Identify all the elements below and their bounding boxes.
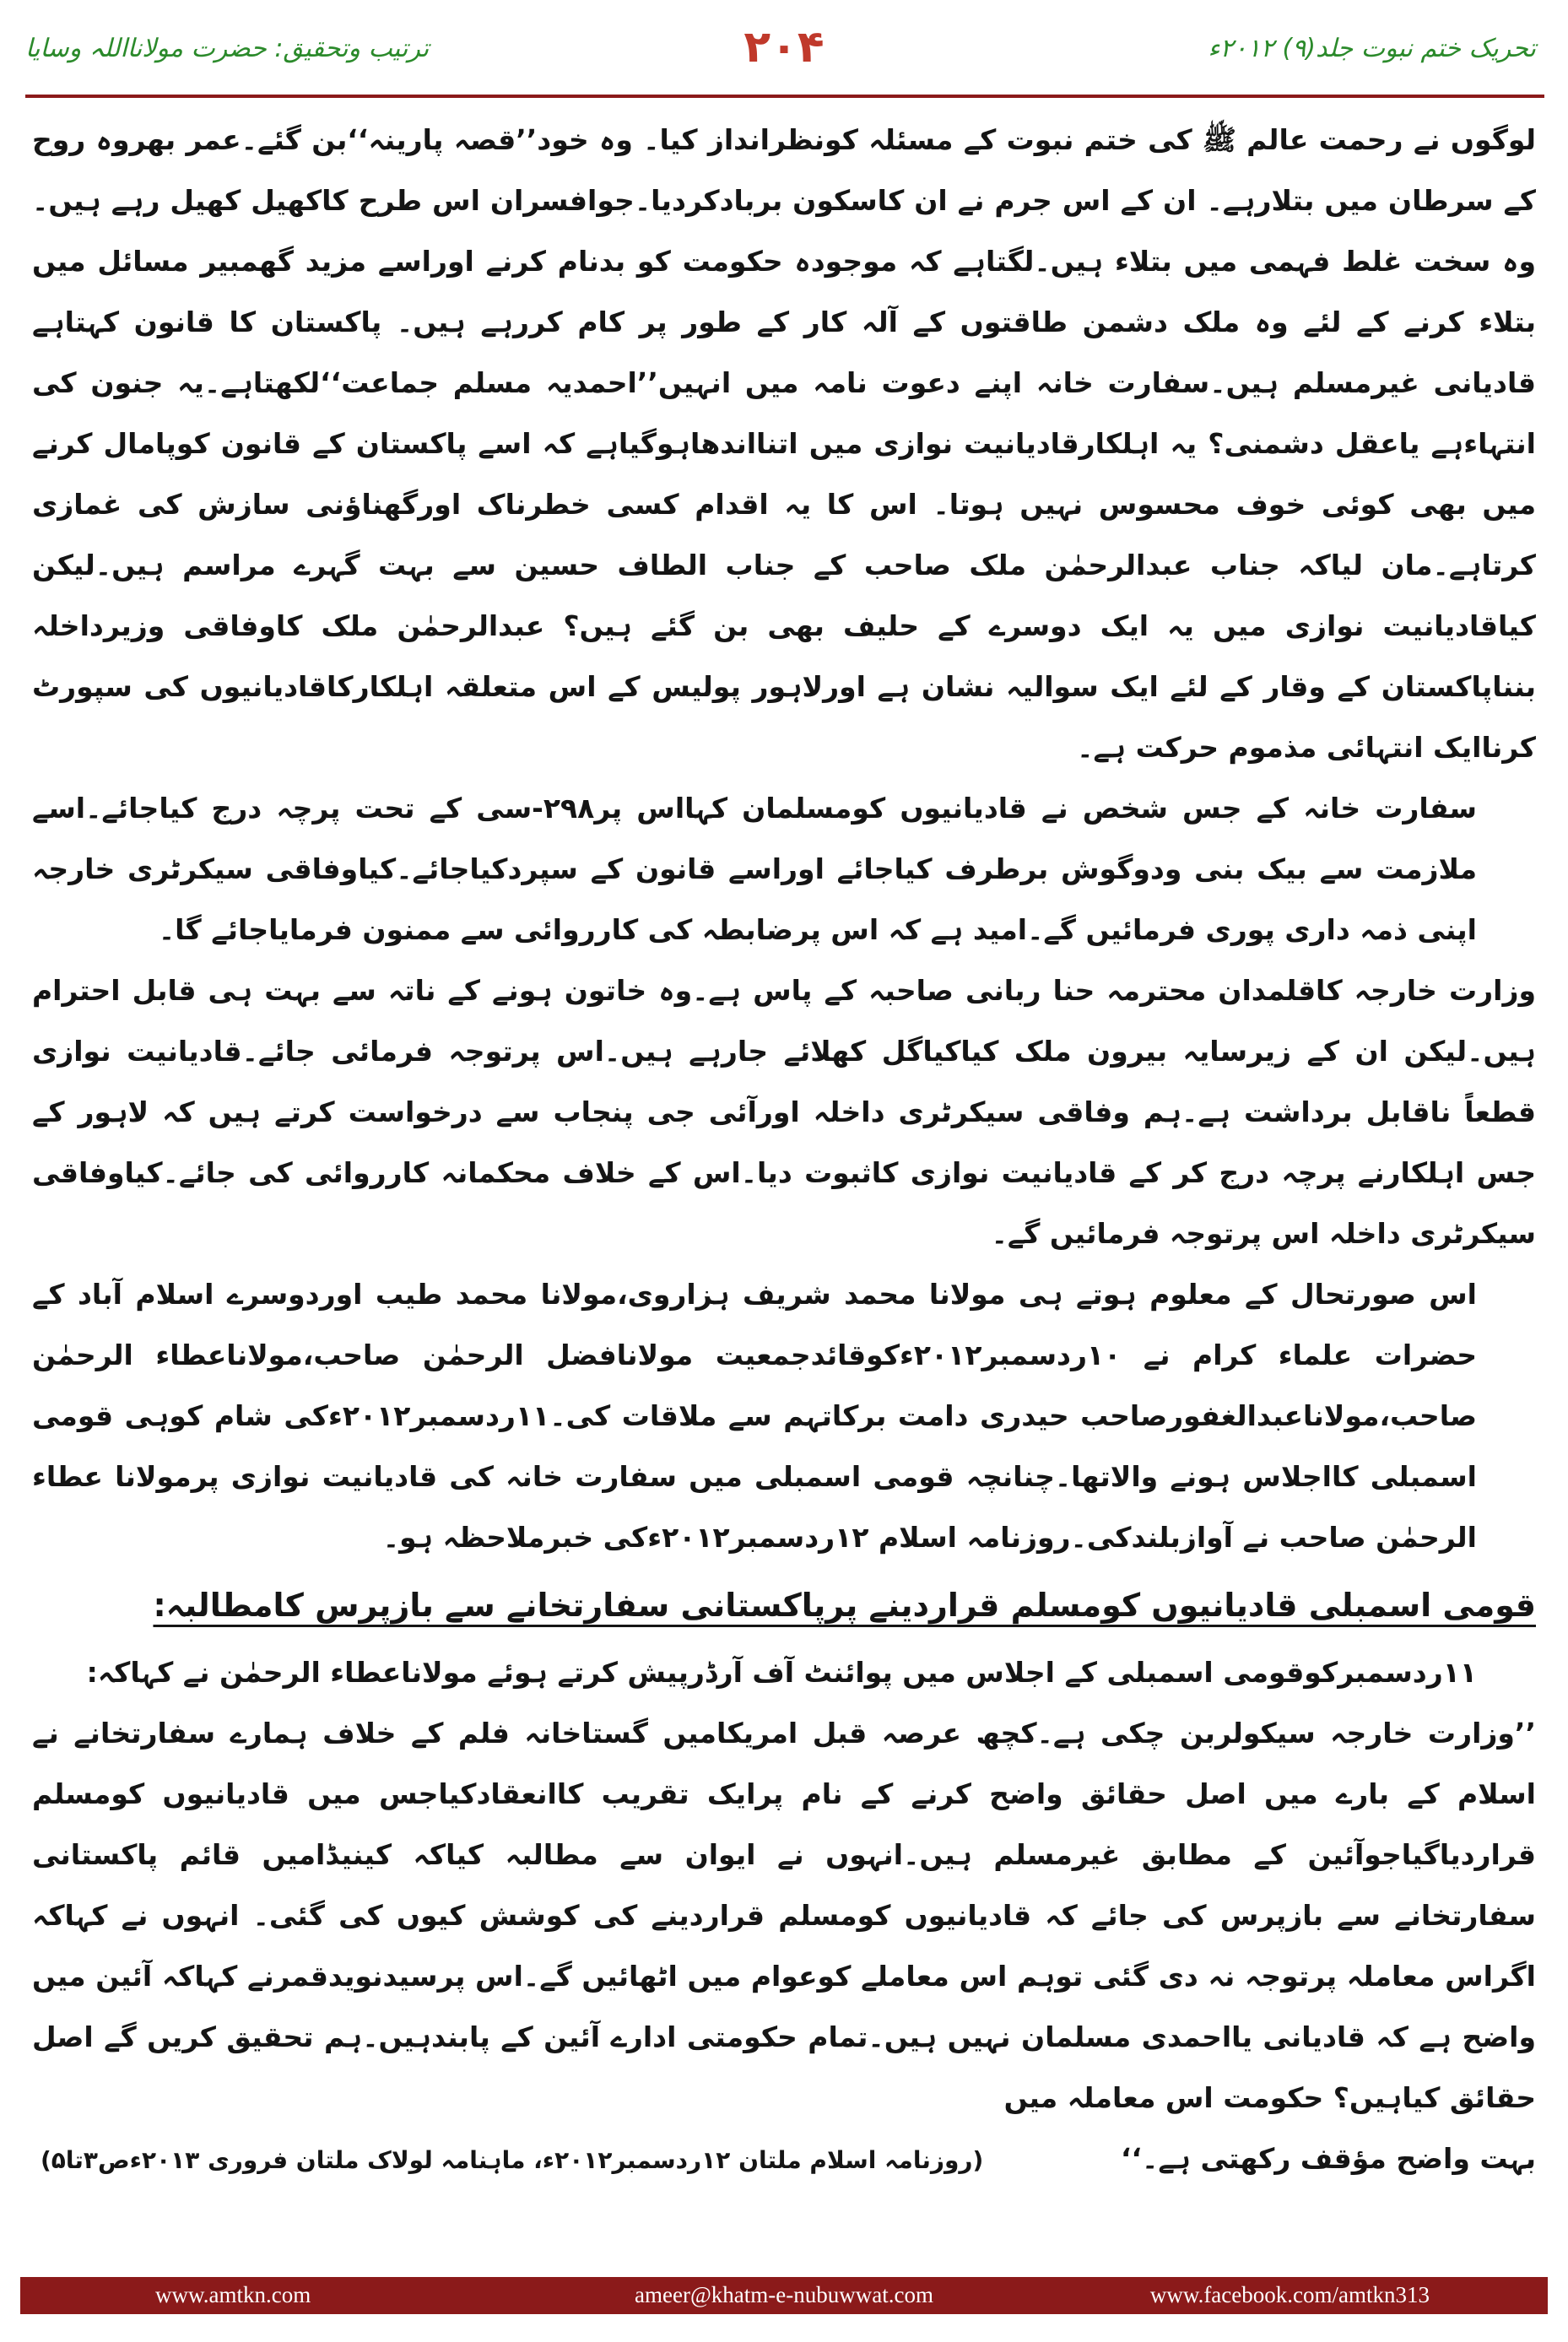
- page-header: [0, 0, 1568, 93]
- source-reference: (روزنامہ اسلام ملتان ۱۲ردسمبر۲۰۱۲ء، ماہنامہ لولاک ملتان فروری ۲۰۱۳ءص۳تا۵): [41, 2146, 984, 2174]
- intro-line: ۱۱ردسمبرکوقومی اسمبلی کے اجلاس میں پوائنٹ آف آرڈرپیش کرتے ہوئے مولاناعطاء الرحمٰن نے کہاکہ:: [86, 1656, 1477, 1689]
- quote-end: بہت واضح مؤقف رکھتی ہے۔‘‘: [1120, 2142, 1536, 2175]
- paragraph-3: وزارت خارجہ کاقلمدان محترمہ حنا ربانی صاحبہ کے پاس ہے۔وہ خاتون ہونے کے ناتہ سے بہت ہی قابل احترام ہیں۔لیکن ان کے زیرسایہ بیرون ملک کیاکیاگل کھلائے جارہے ہیں۔اس پرتوجہ فرمائی جائے۔قادیانیت نوازی قطعاً ناقابل برداشت ہے۔ہم وفاقی سیکرٹری داخلہ اورآئی جی پنجاب سے درخواست کرتے ہیں کہ لاہور کے جس اہلکارنے پرچہ درج کر کے قادیانیت نوازی کاثبوت دیا۔اس کے خلاف محکمانہ کارروائی کی جائے۔کیاوفاقی سیکرٹری داخلہ اس پرتوجہ فرمائیں گے۔: [32, 974, 1536, 1250]
- page-number: ۲۰۴: [743, 22, 825, 73]
- compiler-credit: ترتیب وتحقیق: حضرت مولانااللہ وسایا: [25, 34, 430, 63]
- paragraph-1: لوگوں نے رحمت عالم ﷺ کی ختم نبوت کے مسئلہ کونظرانداز کیا۔ وہ خود’’قصہ پارینہ‘‘بن گئے۔عمر بھروہ روح کے سرطان میں بتلارہے۔ ان کے اس جرم نے ان کاسکون بربادکردیا۔جوافسران اس طرح کاکھیل کھیل رہے ہیں۔وہ سخت غلط فہمی میں بتلاء ہیں۔لگتاہے کہ موجودہ حکومت کو بدنام کرنے اوراسے مزید گھمبیر مسائل میں بتلاء کرنے کے لئے وہ ملک دشمن طاقتوں کے آلہ کار کے طور پر کام کررہے ہیں۔ پاکستان کا قانون کہتاہے قادیانی غیرمسلم ہیں۔سفارت خانہ اپنے دعوت نامہ میں انہیں’’احمدیہ مسلم جماعت‘‘لکھتاہے۔یہ جنون کی انتہاءہے یاعقل دشمنی؟ یہ اہلکارقادیانیت نوازی میں اتنااندھاہوگیاہے کہ اسے پاکستان کے قانون کوپامال کرنے میں بھی کوئی خوف محسوس نہیں ہوتا۔ اس کا یہ اقدام کسی خطرناک اورگھناؤنی سازش کی غمازی کرتاہے۔مان لیاکہ جناب عبدالرحمٰن ملک صاحب کے جناب الطاف حسین سے بہت گہرے مراسم ہیں۔لیکن کیاقادیانیت نوازی میں یہ ایک دوسرے کے حلیف بھی بن گئے ہیں؟ عبدالرحمٰن ملک کاوفاقی وزیرداخلہ بنناپاکستان کے وقار کے لئے ایک سوالیہ نشان ہے اورلاہور پولیس کے اس متعلقہ اہلکارکاقادیانیوں کی سپورٹ کرناایک انتہائی مذموم حرکت ہے۔: [32, 123, 1536, 764]
- section-heading: قومی اسمبلی قادیانیوں کومسلم قراردینے پرپاکستانی سفارتخانے سے بازپرس کامطالبہ:: [153, 1587, 1536, 1624]
- footer-facebook-link[interactable]: www.facebook.com/amtkn313: [1149, 2282, 1430, 2307]
- article-body: [32, 110, 1536, 2191]
- footer-email-link[interactable]: ameer@khatm-e-nubuwwat.com: [635, 2282, 933, 2307]
- header-divider: [25, 95, 1544, 98]
- book-title: تحریک ختم نبوت جلد(۹) ۲۰۱۲ء: [1208, 34, 1536, 63]
- footer-website-link[interactable]: www.amtkn.com: [155, 2282, 311, 2307]
- quote-body: ’’وزارت خارجہ سیکولربن چکی ہے۔کچھ عرصہ قبل امریکامیں گستاخانہ فلم کے خلاف ہمارے سفارتخانے نے اسلام کے بارے میں اصل حقائق واضح کرنے کے نام پرایک تقریب کاانعقادکیاجس میں قادیانیوں کومسلم قراردیاگیاجوآئین کے مطابق غیرمسلم ہیں۔انہوں نے ایوان سے مطالبہ کیاکہ کینیڈامیں قائم پاکستانی سفارتخانے سے بازپرس کی جائے کہ قادیانیوں کومسلم قراردینے کی کوشش کیوں کی گئی۔ انہوں نے کہاکہ اگراس معاملہ پرتوجہ نہ دی گئی توہم اس معاملے کوعوام میں اٹھائیں گے۔اس پرسیدنویدقمرنے کہاکہ آئین میں واضح ہے کہ قادیانی یااحمدی مسلمان نہیں ہیں۔تمام حکومتی ادارے آئین کے پابندہیں۔ہم تحقیق کریں گے اصل حقائق کیاہیں؟ حکومت اس معاملہ میں: [32, 1717, 1536, 2114]
- paragraph-2: سفارت خانہ کے جس شخص نے قادیانیوں کومسلمان کہااس پر۲۹۸-سی کے تحت پرچہ درج کیاجائے۔اسے ملازمت سے بیک بنی ودوگوش برطرف کیاجائے اوراسے قانون کے سپردکیاجائے۔کیاوفاقی سیکرٹری خارجہ اپنی ذمہ داری پوری فرمائیں گے۔امید ہے کہ اس پرضابطہ کی کارروائی سے ممنون فرمایاجائے گا۔: [32, 792, 1477, 946]
- quote-end-line: [32, 2128, 1536, 2191]
- paragraph-4: اس صورتحال کے معلوم ہوتے ہی مولانا محمد شریف ہزاروی،مولانا محمد طیب اوردوسرے اسلام آباد کے حضرات علماء کرام نے ۱۰ردسمبر۲۰۱۲ءکوقائدجمعیت مولانافضل الرحمٰن صاحب،مولاناعطاء الرحمٰن صاحب،مولاناعبدالغفورصاحب حیدری دامت برکاتہم سے ملاقات کی۔۱۱ردسمبر۲۰۱۲ءکی شام کوہی قومی اسمبلی کااجلاس ہونے والاتھا۔چنانچہ قومی اسمبلی میں سفارت خانہ کی قادیانیت نوازی پرمولانا عطاء الرحمٰن صاحب نے آوازبلندکی۔روزنامہ اسلام ۱۲ردسمبر۲۰۱۲ءکی خبرملاحظہ ہو۔: [32, 1278, 1477, 1554]
- page-footer: [20, 2277, 1548, 2314]
